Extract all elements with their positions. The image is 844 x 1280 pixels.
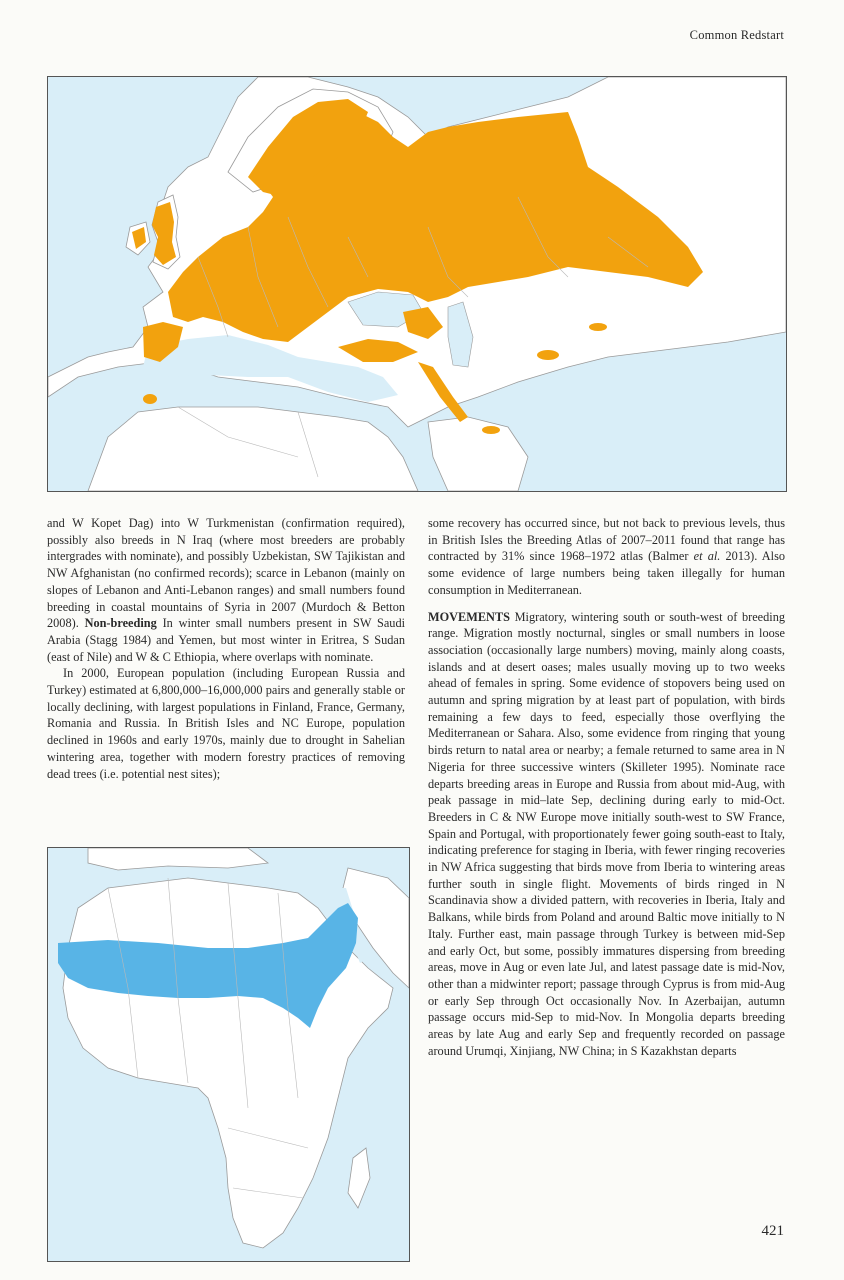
paragraph-text: In winter small numbers present in SW Saudi Arabia (Stagg 1984) and Yemen, but most winter in Eritrea, S Sudan (east of Nile) and W & C Ethiopia, where overlaps with nominate. [47,616,406,664]
breeding-range-kopet-dag [482,426,500,434]
breeding-range-tien-shan [537,350,559,360]
paragraph-text: 2013). Also some evidence of large numbers being taken illegally for human consumption in Mediterranean. [428,549,785,597]
text-column-left [47,515,405,782]
section-label-non-breeding: Non-breeding [84,616,157,631]
citation-etal: et al. [693,549,721,564]
text-column-right [428,515,785,1060]
breeding-range-atlas [143,394,157,404]
paragraph-text: and W Kopet Dag) into W Turkmenistan (confirmation required), possibly also breeds in N Iraq (where most breeders are probably intergrades with nominate), and possibly Uzbekistan, SW Tajikistan and NW Afghanistan (no confirmed records); scarce in Lebanon (mainly on slopes of Lebanon and Anti-Lebanon ranges) and small numbers found breeding in coastal mountains of Syria in 2007 (Murdoch & Betton 2008). [47,516,405,631]
paragraph [47,515,405,665]
paragraph-movements [428,609,785,1060]
running-head: Common Redstart [689,28,784,42]
paragraph: In 2000, European population (including European Russia and Turkey) estimated at 6,800,000–16,000,000 pairs and generally stable or locally declining, with largest populations in Finland, France, Germany, Romania and Russia. In British Isles and NC Europe, population declined in 1960s and early 1970s, mainly due to drought in Sahelian wintering area, together with modern forestry practices of removing dead trees (i.e. potential nest sites); [47,666,405,781]
map-land-europe [88,848,268,870]
breeding-range-map [47,76,787,492]
paragraph [428,515,785,599]
page-number: 421 [761,1223,784,1239]
paragraph-text: Migratory, wintering south or south-west of breeding range. Migration mostly nocturnal, singles or small numbers in loose association (occasionally large numbers) moving, mainly along coasts, islands and at desert oases; males usually moving up to two weeks ahead of females in spring. Some evidence of stopovers being used on autumn and spring migration by at least part of population, with birds remaining a few days to feed, especially those overflying the Mediterranean or Sahara. Also, some evidence from ringing that young birds return to natal area or nearby; a female returned to same area in N Nigeria for three successive winters (Skilleter 1995). Nominate race departs breeding areas in Europe and Russia from about mid-Aug, with peak passage in mid–late Sep, declining during early to mid-Oct. Breeders in C & NW Europe move initially south-west to SW France, Spain and Portugal, with proportionately fewer going south-east to Italy, indicating preference for staging in Iberia, with fewer ringing recoveries in NW Africa suggesting that birds move from Iberia to wintering areas further south in single flight. Movements of birds ringed in N Scandinavia show a divided pattern, with recoveries in Iberia, Italy and Balkans, while birds from Poland and around Baltic move initially to N Italy. Further east, main passage through Turkey is between mid-Sep and early Oct, but some, possibly immatures dispersing from breeding areas, move in Aug or even late Jul, and latest passage date is mid-Nov, other than a midwinter report; passage through Cyprus is from mid-Aug or early Sep through Oct occasionally Nov. In Azerbaijan, autumn passage occurs mid-Sep to mid-Nov. In Mongolia departs breeding areas by late Aug and early Sep and frequently recorded on passage around Urumqi, Xinjiang, NW China; in S Kazakhstan departs [428,609,785,1058]
paragraph-text: some recovery has occurred since, but not back to previous levels, thus in British Isles the Breeding Atlas of 2007–2011 found that range has contracted by 31% since 1968–1972 atlas (Balmer [428,516,785,564]
wintering-range-map [47,847,410,1262]
section-label-movements: MOVEMENTS [428,609,510,624]
breeding-range-altai [589,323,607,331]
